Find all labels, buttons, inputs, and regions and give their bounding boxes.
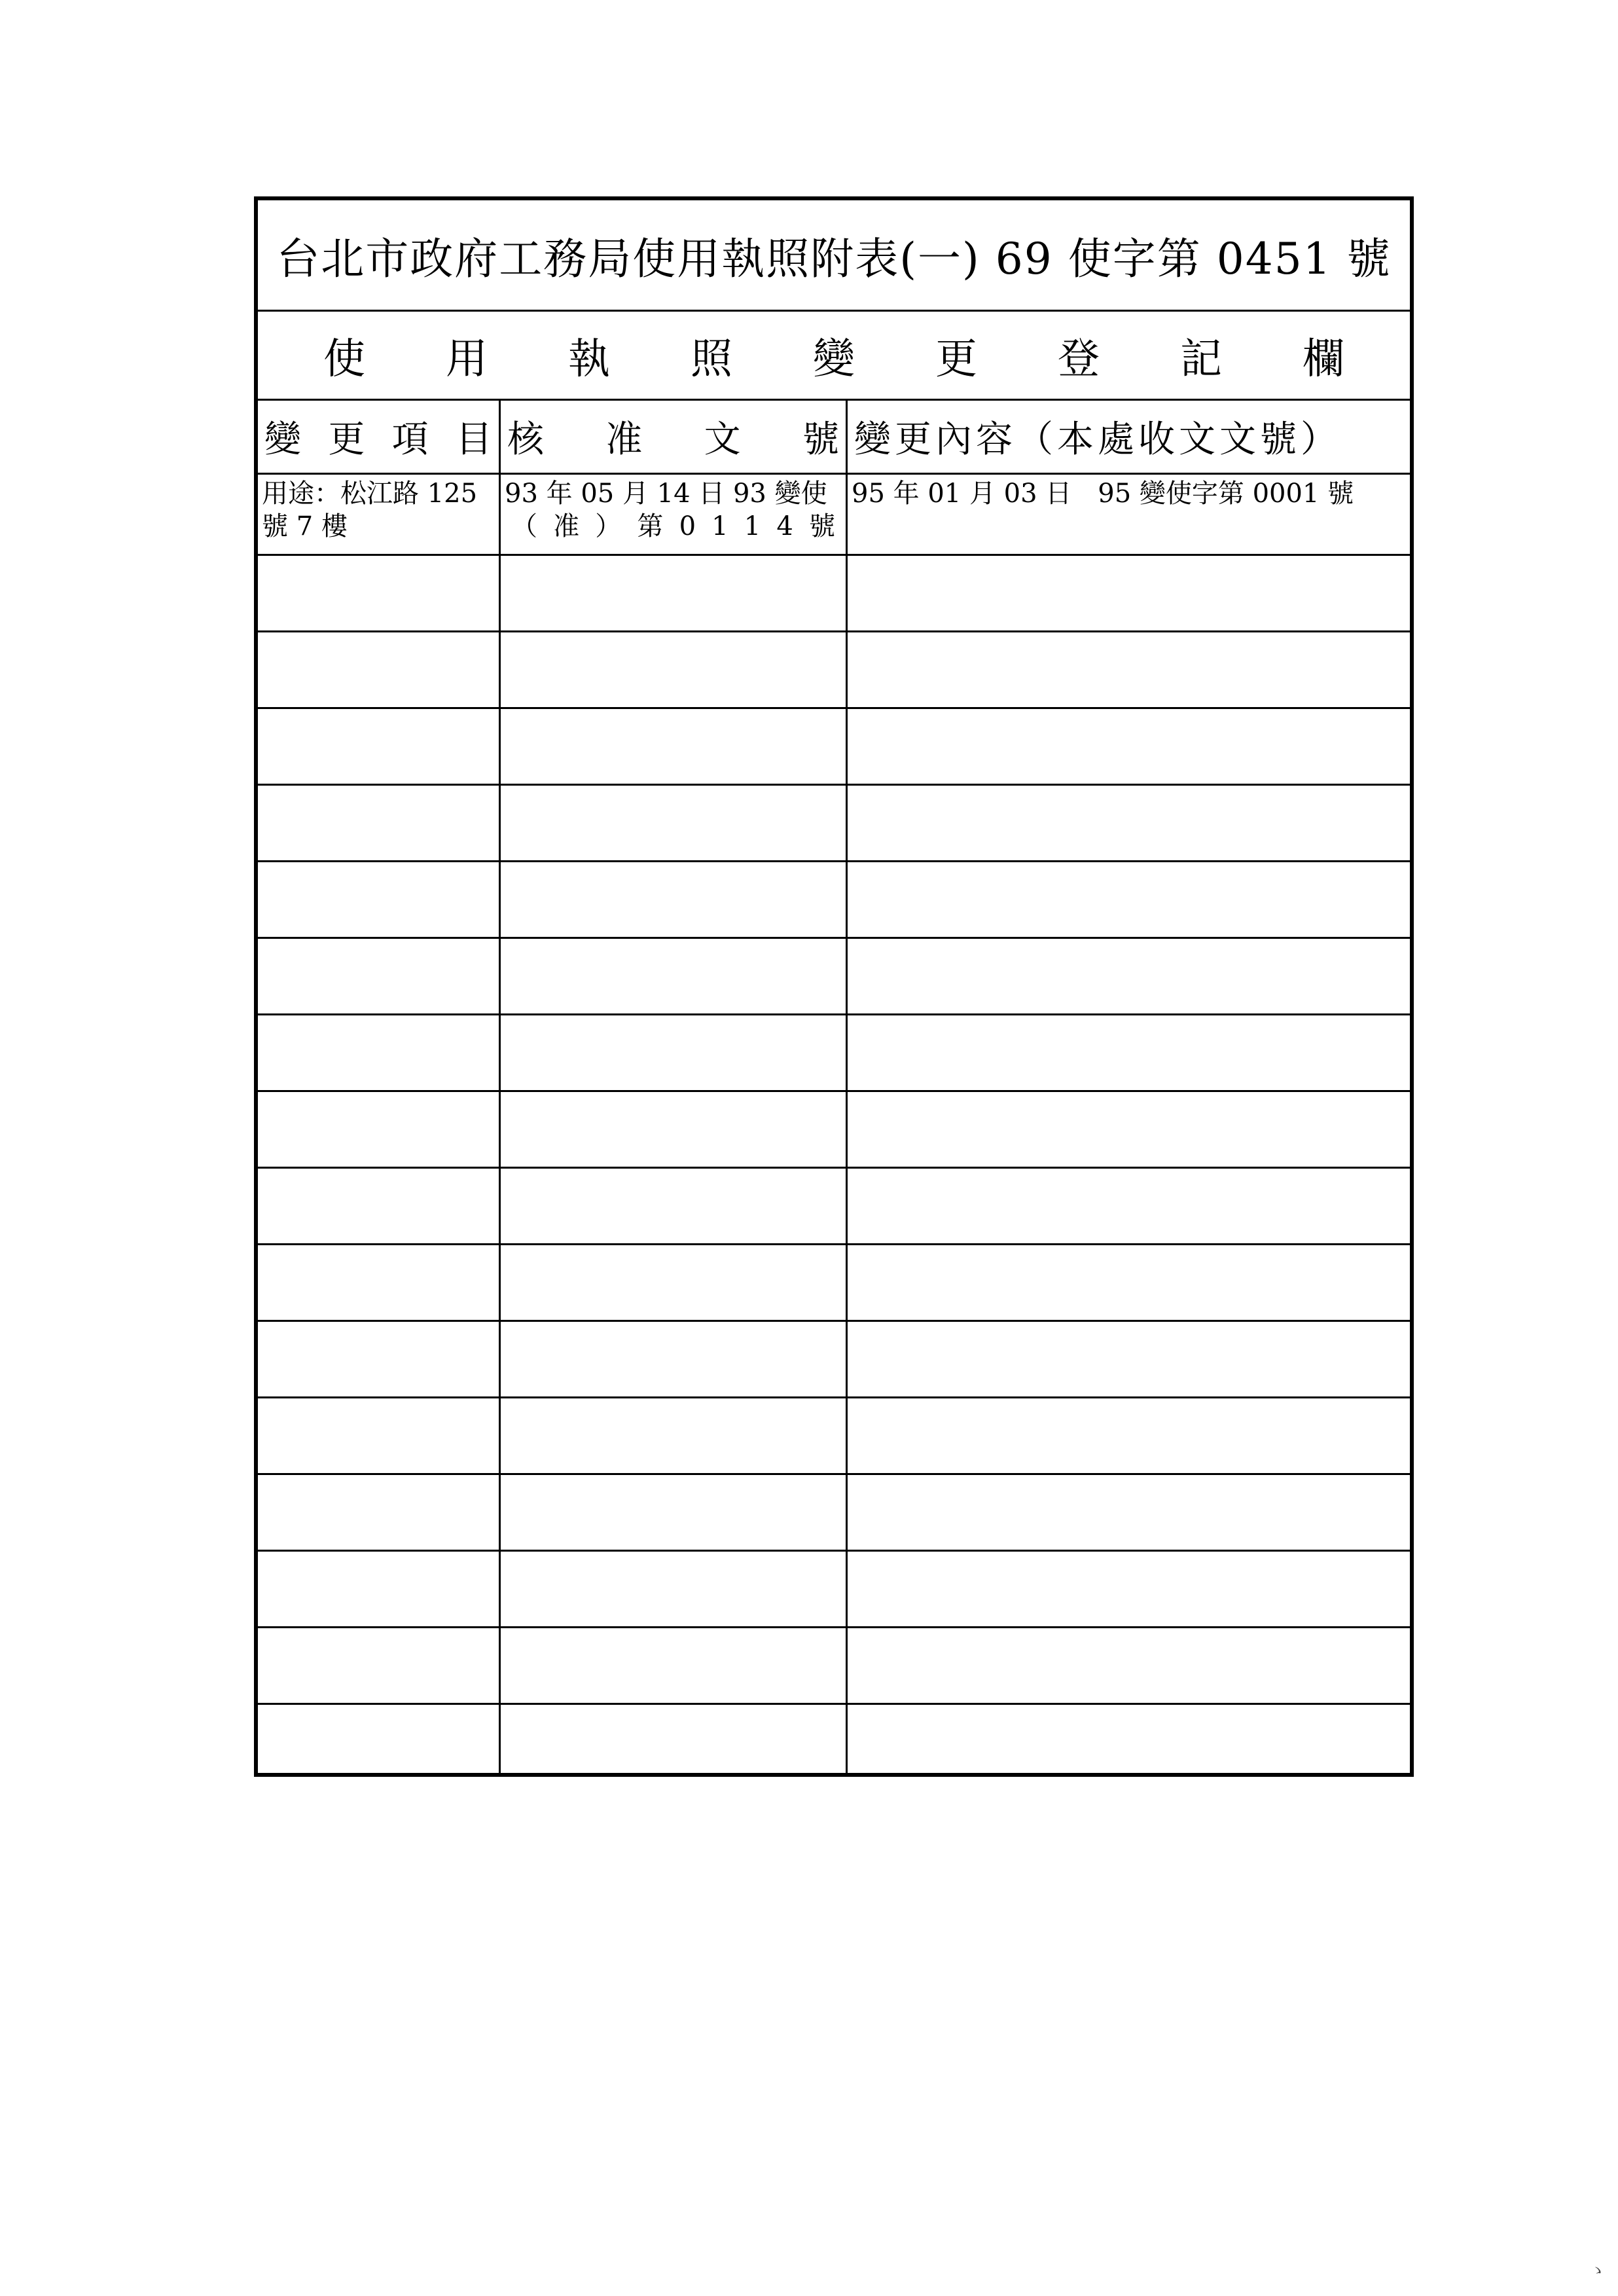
- header-char: 更: [328, 418, 365, 461]
- heading-char: 變: [813, 335, 855, 384]
- header-char: 變: [264, 418, 301, 461]
- header-char: 號: [802, 418, 839, 461]
- approval-char: ）: [595, 511, 622, 541]
- approval-char: 號: [808, 511, 835, 541]
- change-item-line: 用途：松江路 125: [262, 479, 478, 509]
- license-change-form: [254, 196, 1414, 1777]
- empty-table-row: [258, 862, 1410, 939]
- change-item-line: 號 7 樓: [262, 511, 348, 541]
- change-content-cell: 95 年 01 月 03 日 95 變使字第 0001 號: [852, 479, 1354, 509]
- empty-table-row: [258, 1322, 1410, 1398]
- header-char: 項: [391, 418, 429, 461]
- empty-table-row: [258, 1552, 1410, 1628]
- header-change-content: 變更內容（本處收文文號）: [854, 418, 1341, 461]
- approval-line: [505, 510, 842, 543]
- empty-table-row: [258, 1628, 1410, 1705]
- header-char: 核: [507, 418, 544, 461]
- empty-table-row: [258, 1169, 1410, 1245]
- empty-table-row: [258, 1705, 1410, 1773]
- approval-number-cell: [501, 475, 846, 554]
- empty-table-row: [258, 1015, 1410, 1092]
- heading-char: 記: [1180, 335, 1222, 384]
- section-heading: [258, 312, 1410, 401]
- empty-table-row: [258, 1398, 1410, 1475]
- approval-char: 准: [553, 511, 580, 541]
- empty-table-row: [258, 632, 1410, 709]
- empty-table-row: [258, 1475, 1410, 1552]
- empty-table-row: [258, 556, 1410, 632]
- header-char: 文: [704, 418, 741, 461]
- heading-char: 使: [323, 335, 365, 384]
- approval-char: 第: [637, 511, 664, 541]
- table-header-row: [258, 401, 1410, 475]
- table-row: [258, 475, 1410, 556]
- approval-char: （: [511, 511, 537, 541]
- header-char: 准: [605, 418, 643, 461]
- page-corner-mark: ゝ: [1589, 2261, 1607, 2281]
- empty-table-row: [258, 786, 1410, 862]
- heading-char: 執: [568, 335, 610, 384]
- form-title: 台北市政府工務局使用執照附表(一) 69 使字第 0451 號: [258, 200, 1410, 312]
- heading-char: 照: [691, 335, 732, 384]
- approval-char: 1: [744, 511, 761, 541]
- header-approval-number: [501, 401, 846, 473]
- empty-table-row: [258, 939, 1410, 1015]
- heading-char: 更: [935, 335, 977, 384]
- approval-char: 0: [679, 511, 696, 541]
- change-table: [258, 401, 1410, 1773]
- approval-line: 93 年 05 月 14 日 93 變使: [505, 479, 827, 509]
- approval-char: 1: [711, 511, 728, 541]
- header-char: 目: [455, 418, 492, 461]
- empty-table-row: [258, 1092, 1410, 1169]
- heading-char: 用: [446, 335, 488, 384]
- empty-table-row: [258, 709, 1410, 786]
- empty-table-row: [258, 1245, 1410, 1322]
- heading-char: 登: [1058, 335, 1100, 384]
- heading-char: 欄: [1303, 335, 1344, 384]
- change-item-cell: [258, 475, 499, 554]
- approval-char: 4: [776, 511, 793, 541]
- header-change-item: [258, 401, 499, 473]
